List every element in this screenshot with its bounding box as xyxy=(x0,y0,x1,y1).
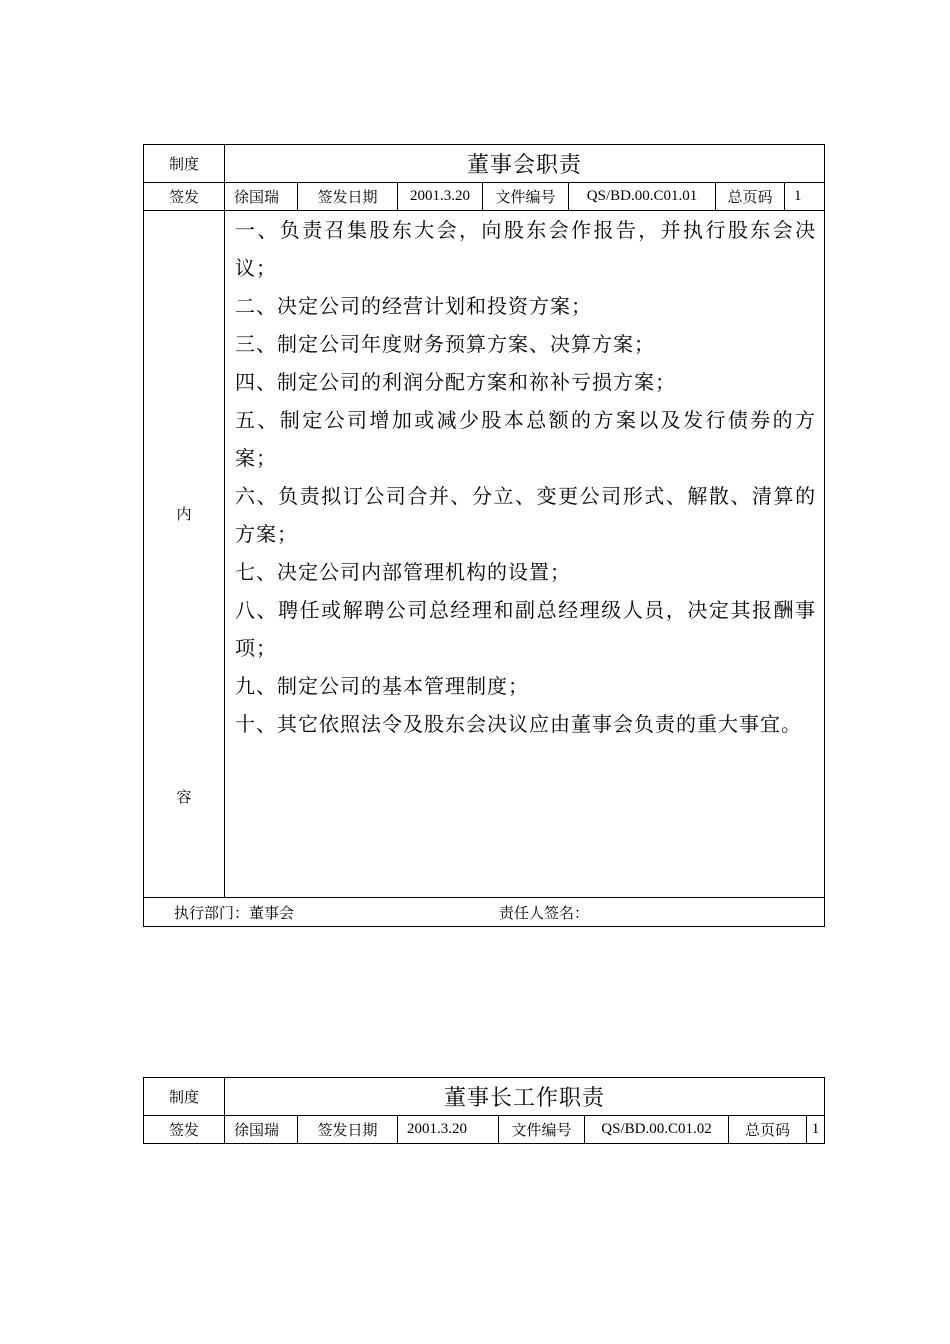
content-label-rong: 容 xyxy=(176,788,192,806)
content-label-nei: 内 xyxy=(176,505,192,523)
issuer-name: 徐国瑞 xyxy=(225,1116,298,1144)
document-title: 董事长工作职责 xyxy=(225,1078,825,1116)
file-no-value: QS/BD.00.C01.02 xyxy=(585,1116,729,1144)
issuer-name: 徐国瑞 xyxy=(225,183,298,211)
duty-item: 九、制定公司的基本管理制度； xyxy=(235,674,529,698)
issue-date-label: 签发日期 xyxy=(298,1116,398,1144)
responsible-signature: 责任人签名： xyxy=(499,903,590,922)
duty-item: 五、制定公司增加或减少股本总额的方案以及发行债券的方案； xyxy=(235,408,817,470)
issue-date-value: 2001.3.20 xyxy=(398,1116,499,1144)
issue-date-value: 2001.3.20 xyxy=(398,183,483,211)
regulation-table-1 xyxy=(143,144,825,927)
regulation-table-2 xyxy=(143,1077,825,1144)
total-pages-value: 1 xyxy=(807,1116,825,1144)
issue-label: 签发 xyxy=(144,183,225,211)
duty-item: 三、制定公司年度财务预算方案、决算方案； xyxy=(235,332,655,356)
content-label-cell xyxy=(144,211,225,898)
duty-item: 六、负责拟订公司合并、分立、变更公司形式、解散、清算的方案； xyxy=(235,484,817,546)
file-no-label: 文件编号 xyxy=(483,183,569,211)
content-body xyxy=(225,211,825,898)
footer-row xyxy=(144,898,825,927)
total-pages-value: 1 xyxy=(785,183,825,211)
duty-item: 七、决定公司内部管理机构的设置； xyxy=(235,560,571,584)
issue-label: 签发 xyxy=(144,1116,225,1144)
duty-item: 四、制定公司的利润分配方案和祢补亏损方案； xyxy=(235,370,676,394)
file-no-label: 文件编号 xyxy=(499,1116,585,1144)
duty-item: 一、负责召集股东大会，向股东会作报告，并执行股东会决议； xyxy=(235,218,817,280)
total-pages-label: 总页码 xyxy=(716,183,785,211)
file-no-value: QS/BD.00.C01.01 xyxy=(569,183,716,211)
system-label: 制度 xyxy=(144,145,225,183)
issue-date-label: 签发日期 xyxy=(298,183,398,211)
document-title: 董事会职责 xyxy=(225,145,825,183)
executing-department: 执行部门：董事会 xyxy=(174,903,295,922)
duty-item: 十、其它依照法令及股东会决议应由董事会负责的重大事宜。 xyxy=(235,712,802,736)
duty-item: 八、聘任或解聘公司总经理和副总经理级人员，决定其报酬事项； xyxy=(235,598,817,660)
total-pages-label: 总页码 xyxy=(729,1116,807,1144)
duty-item: 二、决定公司的经营计划和投资方案； xyxy=(235,294,592,318)
system-label: 制度 xyxy=(144,1078,225,1116)
